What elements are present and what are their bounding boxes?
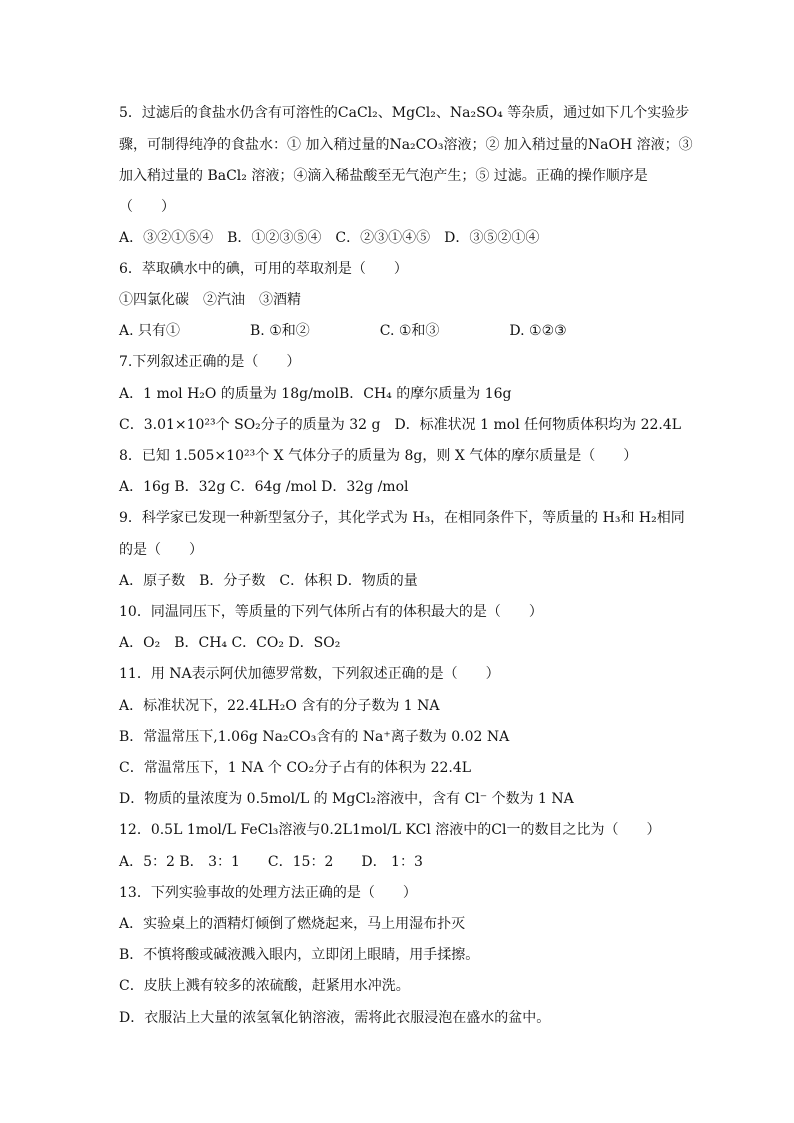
q7-options-cd: C．3.01×10²³个 SO₂分子的质量为 32 g D．标准状况 1 mol 任何物质体积均为 22.4L [119, 417, 682, 433]
q11-option-d: D．物质的量浓度为 0.5mol/L 的 MgCl₂溶液中，含有 Cl⁻ 个数为 1 NA [119, 791, 574, 807]
q9-line1: 9．科学家已发现一种新型氢分子，其化学式为 H₃，在相同条件下，等质量的 H₃和 H₂相同 [119, 510, 685, 526]
q7-options-ab: A．1 mol H₂O 的质量为 18g/molB．CH₄ 的摩尔质量为 16g [119, 386, 512, 402]
q9-line2: 的是（ ） [119, 542, 203, 558]
q11-option-a: A．标准状况下，22.4LH₂O 含有的分子数为 1 NA [119, 698, 440, 714]
q6-stem: 6．萃取碘水中的碘，可用的萃取剂是（ ） [119, 261, 408, 277]
q5-line1: 5．过滤后的食盐水仍含有可溶性的CaCl₂、MgCl₂、Na₂SO₄ 等杂质，通过如下几个实验步 [119, 105, 690, 121]
q11-stem: 11．用 NA表示阿伏加德罗常数，下列叙述正确的是（ ） [119, 666, 500, 682]
q6-choices: ①四氯化碳 ②汽油 ③酒精 [119, 292, 301, 308]
q8-options: A．16g B．32g C．64g /mol D．32g /mol [119, 479, 409, 495]
q8-stem: 8．已知 1.505×10²³个 X 气体分子的质量为 8g，则 X 气体的摩尔质量是（ ） [119, 448, 638, 464]
q5-options: A．③②①⑤④ B．①②③⑤④ C．②③①④⑤ D．③⑤②①④ [119, 230, 540, 246]
q13-stem: 13．下列实验事故的处理方法正确的是（ ） [119, 885, 417, 901]
q13-option-d: D．衣服沾上大量的浓氢氧化钠溶液，需将此衣服浸泡在盛水的盆中。 [119, 1010, 551, 1026]
q11-option-b: B．常温常压下,1.06g Na₂CO₃含有的 Na⁺离子数为 0.02 NA [119, 729, 510, 745]
q9-options: A．原子数 B．分子数 C．体积 D．物质的量 [119, 573, 418, 589]
q5-line3: 加入稍过量的 BaCl₂ 溶液；④滴入稀盐酸至无气泡产生；⑤ 过滤。正确的操作顺序是 [119, 168, 648, 184]
q11-option-c: C．常温常压下，1 NA 个 CO₂分子占有的体积为 22.4L [119, 760, 472, 776]
q5-line2: 骤，可制得纯净的食盐水：① 加入稍过量的Na₂CO₃溶液；② 加入稍过量的NaOH 溶液；③ [119, 137, 693, 153]
q7-stem: 7.下列叙述正确的是（ ） [119, 354, 301, 370]
q13-option-b: B．不慎将酸或碱液溅入眼内，立即闭上眼睛，用手揉擦。 [119, 947, 480, 963]
q5-line4: （ ） [119, 199, 175, 215]
q10-stem: 10．同温同压下，等质量的下列气体所占有的体积最大的是（ ） [119, 604, 543, 620]
q13-option-a: A．实验桌上的酒精灯倾倒了燃烧起来，马上用湿布扑灭 [119, 916, 466, 932]
q12-options: A．5：2 B． 3：1 C．15：2 D． 1：3 [119, 854, 423, 870]
q6-options: A. 只有① B. ①和② C. ①和③ D. ①②③ [119, 323, 567, 339]
q13-option-c: C．皮肤上溅有较多的浓硫酸，赶紧用水冲洗。 [119, 978, 410, 994]
q12-stem: 12．0.5L 1mol/L FeCl₃溶液与0.2L1mol/L KCl 溶液中的Cl一的数目之比为（ ） [119, 822, 661, 838]
q10-options: A．O₂ B．CH₄ C．CO₂ D．SO₂ [119, 635, 341, 651]
